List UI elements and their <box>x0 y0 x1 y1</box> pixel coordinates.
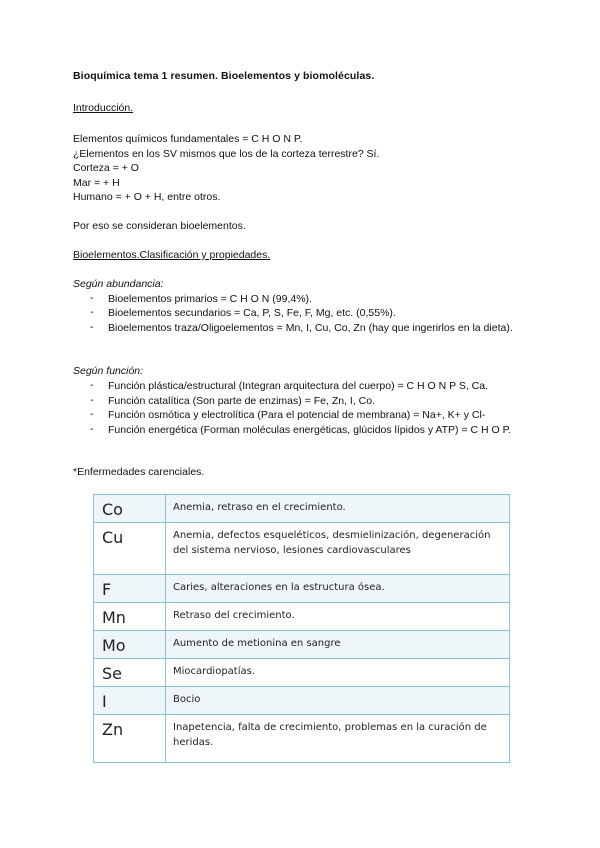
description-cell: Bocio <box>166 687 510 715</box>
table-row <box>94 603 510 631</box>
list-bullet: - <box>90 408 94 420</box>
element-cell: Mn <box>94 603 166 631</box>
table-row <box>94 631 510 659</box>
intro-conclusion: Por eso se consideran bioelementos. <box>73 220 246 232</box>
element-cell: Se <box>94 659 166 687</box>
list-item-text: Función energética (Forman moléculas energéticas, glúcidos lípidos y ATP) = C H O P. <box>108 424 512 436</box>
table-row <box>94 715 510 763</box>
list-item <box>90 306 530 321</box>
enfermedades-heading: *Enfermedades carenciales. <box>73 466 205 478</box>
description-cell: Anemia, retraso en el crecimiento. <box>166 495 510 523</box>
deficiency-table <box>93 494 510 763</box>
list-item-text: Bioelementos primarios = C H O N (99,4%). <box>108 293 312 305</box>
description-cell: Retraso del crecimiento. <box>166 603 510 631</box>
list-item <box>90 394 530 409</box>
description-cell: Anemia, defectos esqueléticos, desmielinización, degeneración del sistema nervioso, lesiones cardiovasculares <box>166 523 510 575</box>
list-bullet: - <box>90 423 94 435</box>
list-bullet: - <box>90 292 94 304</box>
document-title: Bioquímica tema 1 resumen. Bioelementos y biomoléculas. <box>73 70 375 82</box>
list-item-text: Bioelementos traza/Oligoelementos = Mn, I, Cu, Co, Zn (hay que ingerirlos en la dieta). <box>108 322 513 334</box>
element-cell: Zn <box>94 715 166 763</box>
list-item <box>90 379 530 394</box>
description-cell: Caries, alteraciones en la estructura ósea. <box>166 575 510 603</box>
funcion-label: Según función: <box>73 365 144 377</box>
list-bullet: - <box>90 394 94 406</box>
list-item-text: Función plástica/estructural (Integran arquitectura del cuerpo) = C H O N P S, Ca. <box>108 380 489 392</box>
list-bullet: - <box>90 379 94 391</box>
list-bullet: - <box>90 306 94 318</box>
list-bullet: - <box>90 321 94 333</box>
list-item <box>90 408 530 423</box>
table-row <box>94 575 510 603</box>
element-cell: I <box>94 687 166 715</box>
list-item-text: Función osmótica y electrolítica (Para el potencial de membrana) = Na+, K+ y Cl- <box>108 409 486 421</box>
table-row <box>94 523 510 575</box>
intro-line: ¿Elementos en los SV mismos que los de la corteza terrestre? Sí. <box>73 148 380 160</box>
table-row <box>94 495 510 523</box>
intro-line: Corteza = + O <box>73 162 139 174</box>
element-cell: Co <box>94 495 166 523</box>
abundancia-label: Según abundancia: <box>73 278 164 290</box>
list-item-text: Función catalítica (Son parte de enzimas) = Fe, Zn, I, Co. <box>108 395 375 407</box>
description-cell: Miocardiopatías. <box>166 659 510 687</box>
bioelementos-heading: Bioelementos.Clasificación y propiedades. <box>73 249 271 261</box>
description-cell: Aumento de metionina en sangre <box>166 631 510 659</box>
element-cell: Cu <box>94 523 166 575</box>
description-cell: Inapetencia, falta de crecimiento, problemas en la curación de heridas. <box>166 715 510 763</box>
element-cell: Mo <box>94 631 166 659</box>
list-item <box>90 321 530 336</box>
intro-heading: Introducción. <box>73 102 134 114</box>
element-cell: F <box>94 575 166 603</box>
table-row <box>94 659 510 687</box>
list-item-text: Bioelementos secundarios = Ca, P, S, Fe, F, Mg, etc. (0,55%). <box>108 307 396 319</box>
list-item <box>90 423 530 438</box>
intro-line: Humano = + O + H, entre otros. <box>73 191 221 203</box>
intro-line: Mar = + H <box>73 177 120 189</box>
intro-line: Elementos químicos fundamentales = C H O N P. <box>73 133 303 145</box>
table-row <box>94 687 510 715</box>
list-item <box>90 292 530 307</box>
